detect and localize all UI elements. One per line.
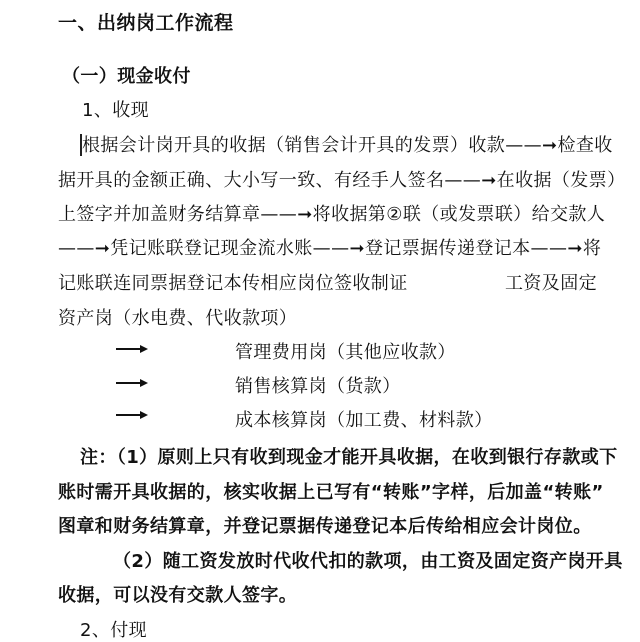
subsection-title-collect-cash: 1、收现 (82, 100, 150, 121)
document-heading: 一、出纳岗工作流程 (58, 12, 234, 34)
paragraph-line: 记账联连同票据登记本传相应岗位签收制证 (58, 273, 408, 294)
branch-first-continuation: 资产岗（水电费、代收款项） (58, 308, 298, 329)
branch-label: 成本核算岗（加工费、材料款） (235, 410, 493, 431)
right-arrow-icon (116, 378, 148, 388)
note-line: 收据，可以没有交款人签字。 (58, 585, 298, 606)
paragraph-line: 根据会计岗开具的收据（销售会计开具的发票）收款——➞检查收 (82, 135, 613, 156)
note-line: 账时需开具收据的，核实收据上已写有“转账”字样，后加盖“转账” (58, 482, 604, 503)
note-line: 图章和财务结算章，并登记票据传递登记本后传给相应会计岗位。 (58, 516, 592, 537)
section-title: （一）现金收付 (62, 66, 191, 87)
subsection-title-pay-cash: 2、付现 (80, 620, 148, 641)
paragraph-line: 上签字并加盖财务结算章——➞将收据第②联（或发票联）给交款人 (58, 204, 606, 225)
right-arrow-icon (116, 344, 148, 354)
right-arrow-icon (116, 410, 148, 420)
note-line: 注：（1）原则上只有收到现金才能开具收据，在收到银行存款或下 (80, 447, 618, 468)
paragraph-line: 据开具的金额正确、大小写一致、有经手人签名——➞在收据（发票） (58, 170, 626, 191)
branch-first-label: 工资及固定 (505, 273, 597, 294)
branch-label: 销售核算岗（货款） (235, 376, 401, 397)
note-line: （2）随工资发放时代收代扣的款项，由工资及固定资产岗开具 (113, 551, 623, 572)
paragraph-line: ——➞凭记账联登记现金流水账——➞登记票据传递登记本——➞将 (58, 238, 602, 259)
branch-label: 管理费用岗（其他应收款） (235, 342, 456, 363)
